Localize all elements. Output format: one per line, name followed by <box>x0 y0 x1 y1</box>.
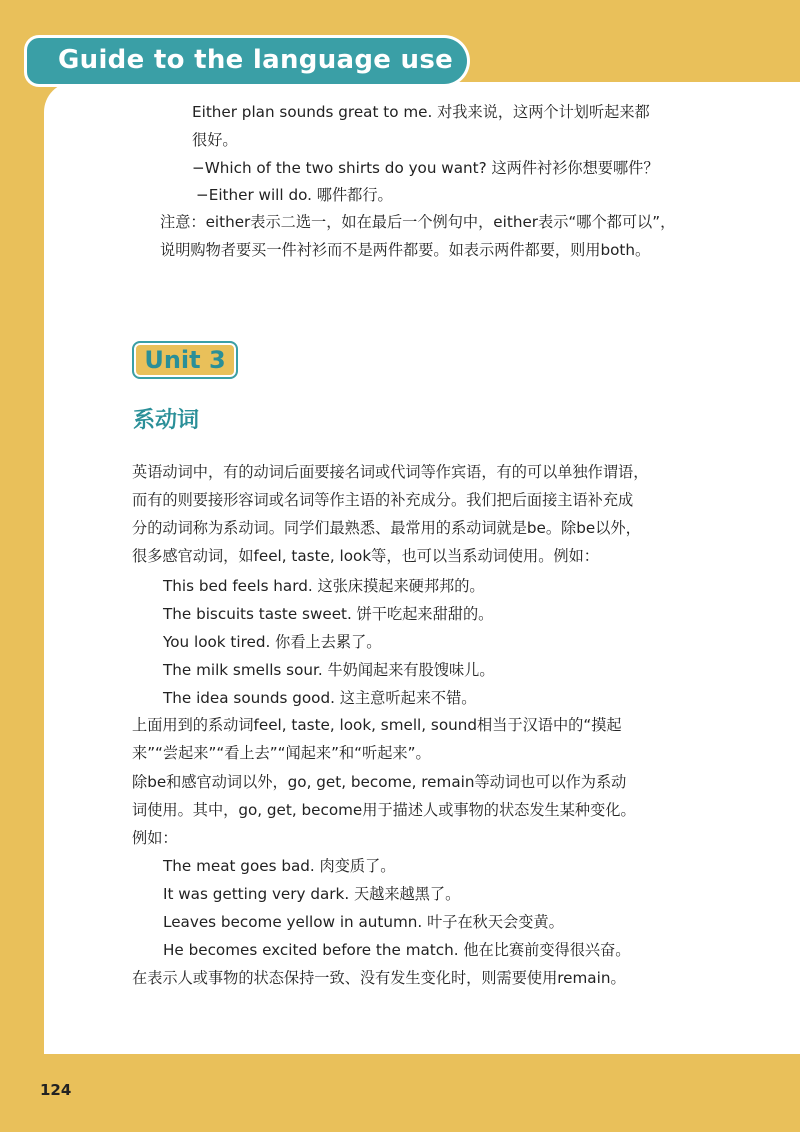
paragraph-line: 很多感官动词，如feel, taste, look等，也可以当系动词使用。例如： <box>132 547 599 565</box>
section-title: 系动词 <box>133 408 200 433</box>
example-line: The milk smells sour. 牛奶闻起来有股馊味儿。 <box>163 661 495 679</box>
note-line: 注意：either表示二选一，如在最后一个例句中，either表示“哪个都可以”， <box>160 213 676 231</box>
example-line: −Either will do. 哪件都行。 <box>196 186 393 204</box>
note-line: 说明购物者要买一件衬衫而不是两件都要。如表示两件都要，则用both。 <box>160 241 651 259</box>
unit-label: Unit 3 <box>144 346 226 374</box>
example-line: This bed feels hard. 这张床摸起来硬邦邦的。 <box>163 577 485 595</box>
paragraph-line: 例如： <box>132 829 178 847</box>
example-line: The idea sounds good. 这主意听起来不错。 <box>163 689 477 707</box>
paragraph-line: 上面用到的系动词feel, taste, look, smell, sound相当于汉语中的“摸起 <box>132 716 622 734</box>
paragraph-line: 分的动词称为系动词。同学们最熟悉、最常用的系动词就是be。除be以外， <box>132 519 641 537</box>
example-line: The meat goes bad. 肉变质了。 <box>163 857 396 875</box>
example-line: You look tired. 你看上去累了。 <box>163 633 382 651</box>
page-number: 124 <box>40 1081 72 1099</box>
paragraph-line: 而有的则要接形容词或名词等作主语的补充成分。我们把后面接主语补充成 <box>132 491 634 509</box>
header-title: Guide to the language use <box>58 45 454 75</box>
paragraph-line: 英语动词中，有的动词后面要接名词或代词等作宾语，有的可以单独作谓语， <box>132 463 649 481</box>
paragraph-line: 除be和感官动词以外，go, get, become, remain等动词也可以作为系动 <box>132 773 627 791</box>
example-line: Leaves become yellow in autumn. 叶子在秋天会变黄。 <box>163 913 564 931</box>
example-line: He becomes excited before the match. 他在比赛前变得很兴奋。 <box>163 941 631 959</box>
example-line: −Which of the two shirts do you want? 这两件衬衫你想要哪件？ <box>192 159 659 177</box>
paragraph-line: 词使用。其中，go, get, become用于描述人或事物的状态发生某种变化。 <box>132 801 636 819</box>
example-line: It was getting very dark. 天越来越黑了。 <box>163 885 461 903</box>
example-line: The biscuits taste sweet. 饼干吃起来甜甜的。 <box>163 605 494 623</box>
paragraph-line: 来”“尝起来”“看上去”“闻起来”和“听起来”。 <box>132 744 431 762</box>
example-line: 很好。 <box>192 131 238 149</box>
paragraph-line: 在表示人或事物的状态保持一致、没有发生变化时，则需要使用remain。 <box>132 969 626 987</box>
example-line: Either plan sounds great to me. 对我来说，这两个计划听起来都 <box>192 103 650 121</box>
unit-badge <box>132 341 238 379</box>
